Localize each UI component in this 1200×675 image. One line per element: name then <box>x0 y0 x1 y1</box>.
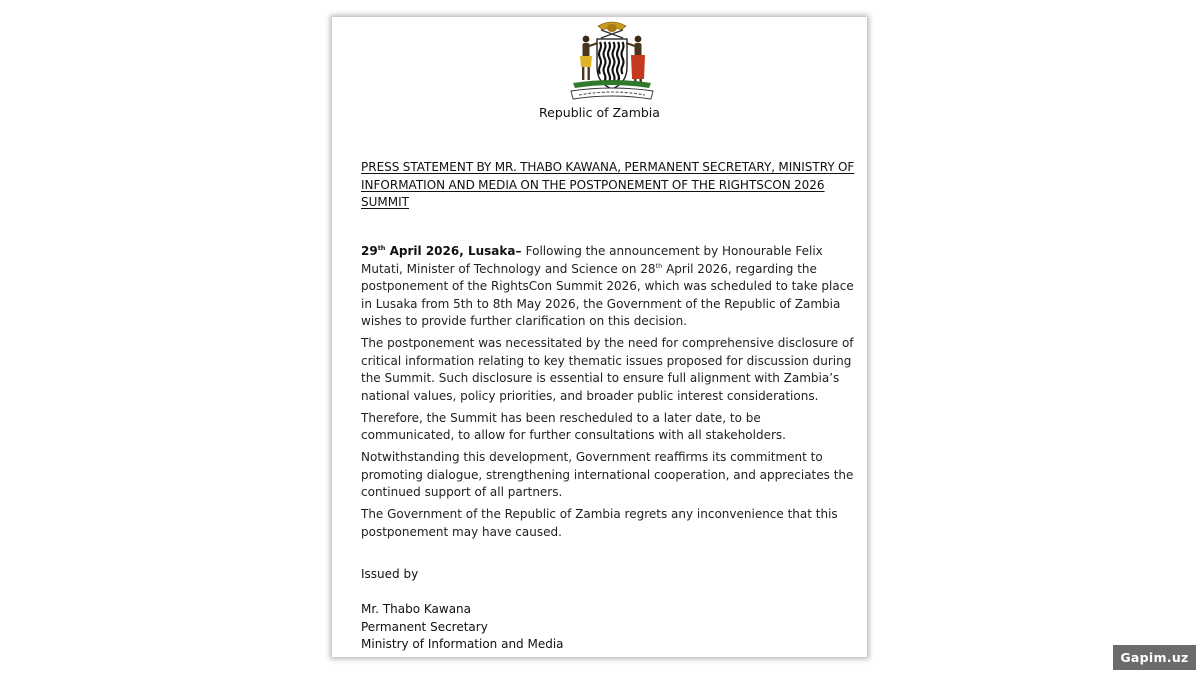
press-statement-page <box>332 17 867 657</box>
paragraph-intro-sup: th <box>655 261 663 270</box>
paragraph-intro-text-b: April 2026, regarding the postponement of the RightsCon Summit 2026, which was scheduled to take place in Lusaka from 5th to 8th May 2026, the Government of the Republic of Zambia wishes to provide further clarification on this decision. <box>361 261 854 328</box>
republic-label: Republic of Zambia <box>539 105 660 120</box>
paragraph-regret: The Government of the Republic of Zambia regrets any inconvenience that this postponement may have caused. <box>361 507 838 539</box>
paragraph-reason: The postponement was necessitated by the need for comprehensive disclosure of critical information relating to key thematic issues proposed for discussion during the Summit. Such disclosure is essential to ensure full alignment with Zambia’s national values, policy priorities, and broader public interest considerations. <box>361 336 854 403</box>
signatory-name: Mr. Thabo Kawana <box>361 602 472 616</box>
signature-block <box>361 601 564 654</box>
paragraph-commitment: Notwithstanding this development, Government reaffirms its commitment to promoting dialogue, strengthening international cooperation, and appreciates the continued support of all partners. <box>361 450 854 499</box>
statement-body <box>361 243 855 546</box>
watermark-badge: Gapim.uz <box>1113 645 1196 670</box>
paragraph-intro <box>361 243 855 331</box>
paragraph-intro-text-a: Following the announcement by Honourable Felix Mutati, Minister of Technology and Science on 28 <box>361 244 823 276</box>
signatory-title: Permanent Secretary <box>361 619 488 634</box>
press-statement-heading: PRESS STATEMENT BY MR. THABO KAWANA, PERMANENT SECRETARY, MINISTRY OF INFORMATION AND MEDIA ON THE POSTPONEMENT OF THE RIGHTSCON 2026 SUMMIT <box>361 160 855 209</box>
zambia-coat-of-arms-icon <box>565 19 659 105</box>
dateline <box>361 244 526 258</box>
signatory-ministry: Ministry of Information and Media <box>361 637 564 652</box>
dateline-day-suffix: th <box>377 244 386 252</box>
paragraph-reschedule: Therefore, the Summit has been rescheduled to a later date, to be communicated, to allow for further consultations with all stakeholders. <box>361 410 786 442</box>
issued-by-label: Issued by <box>361 567 419 581</box>
dateline-day: 29 <box>361 244 378 258</box>
dateline-rest: April 2026, Lusaka– <box>385 244 526 258</box>
